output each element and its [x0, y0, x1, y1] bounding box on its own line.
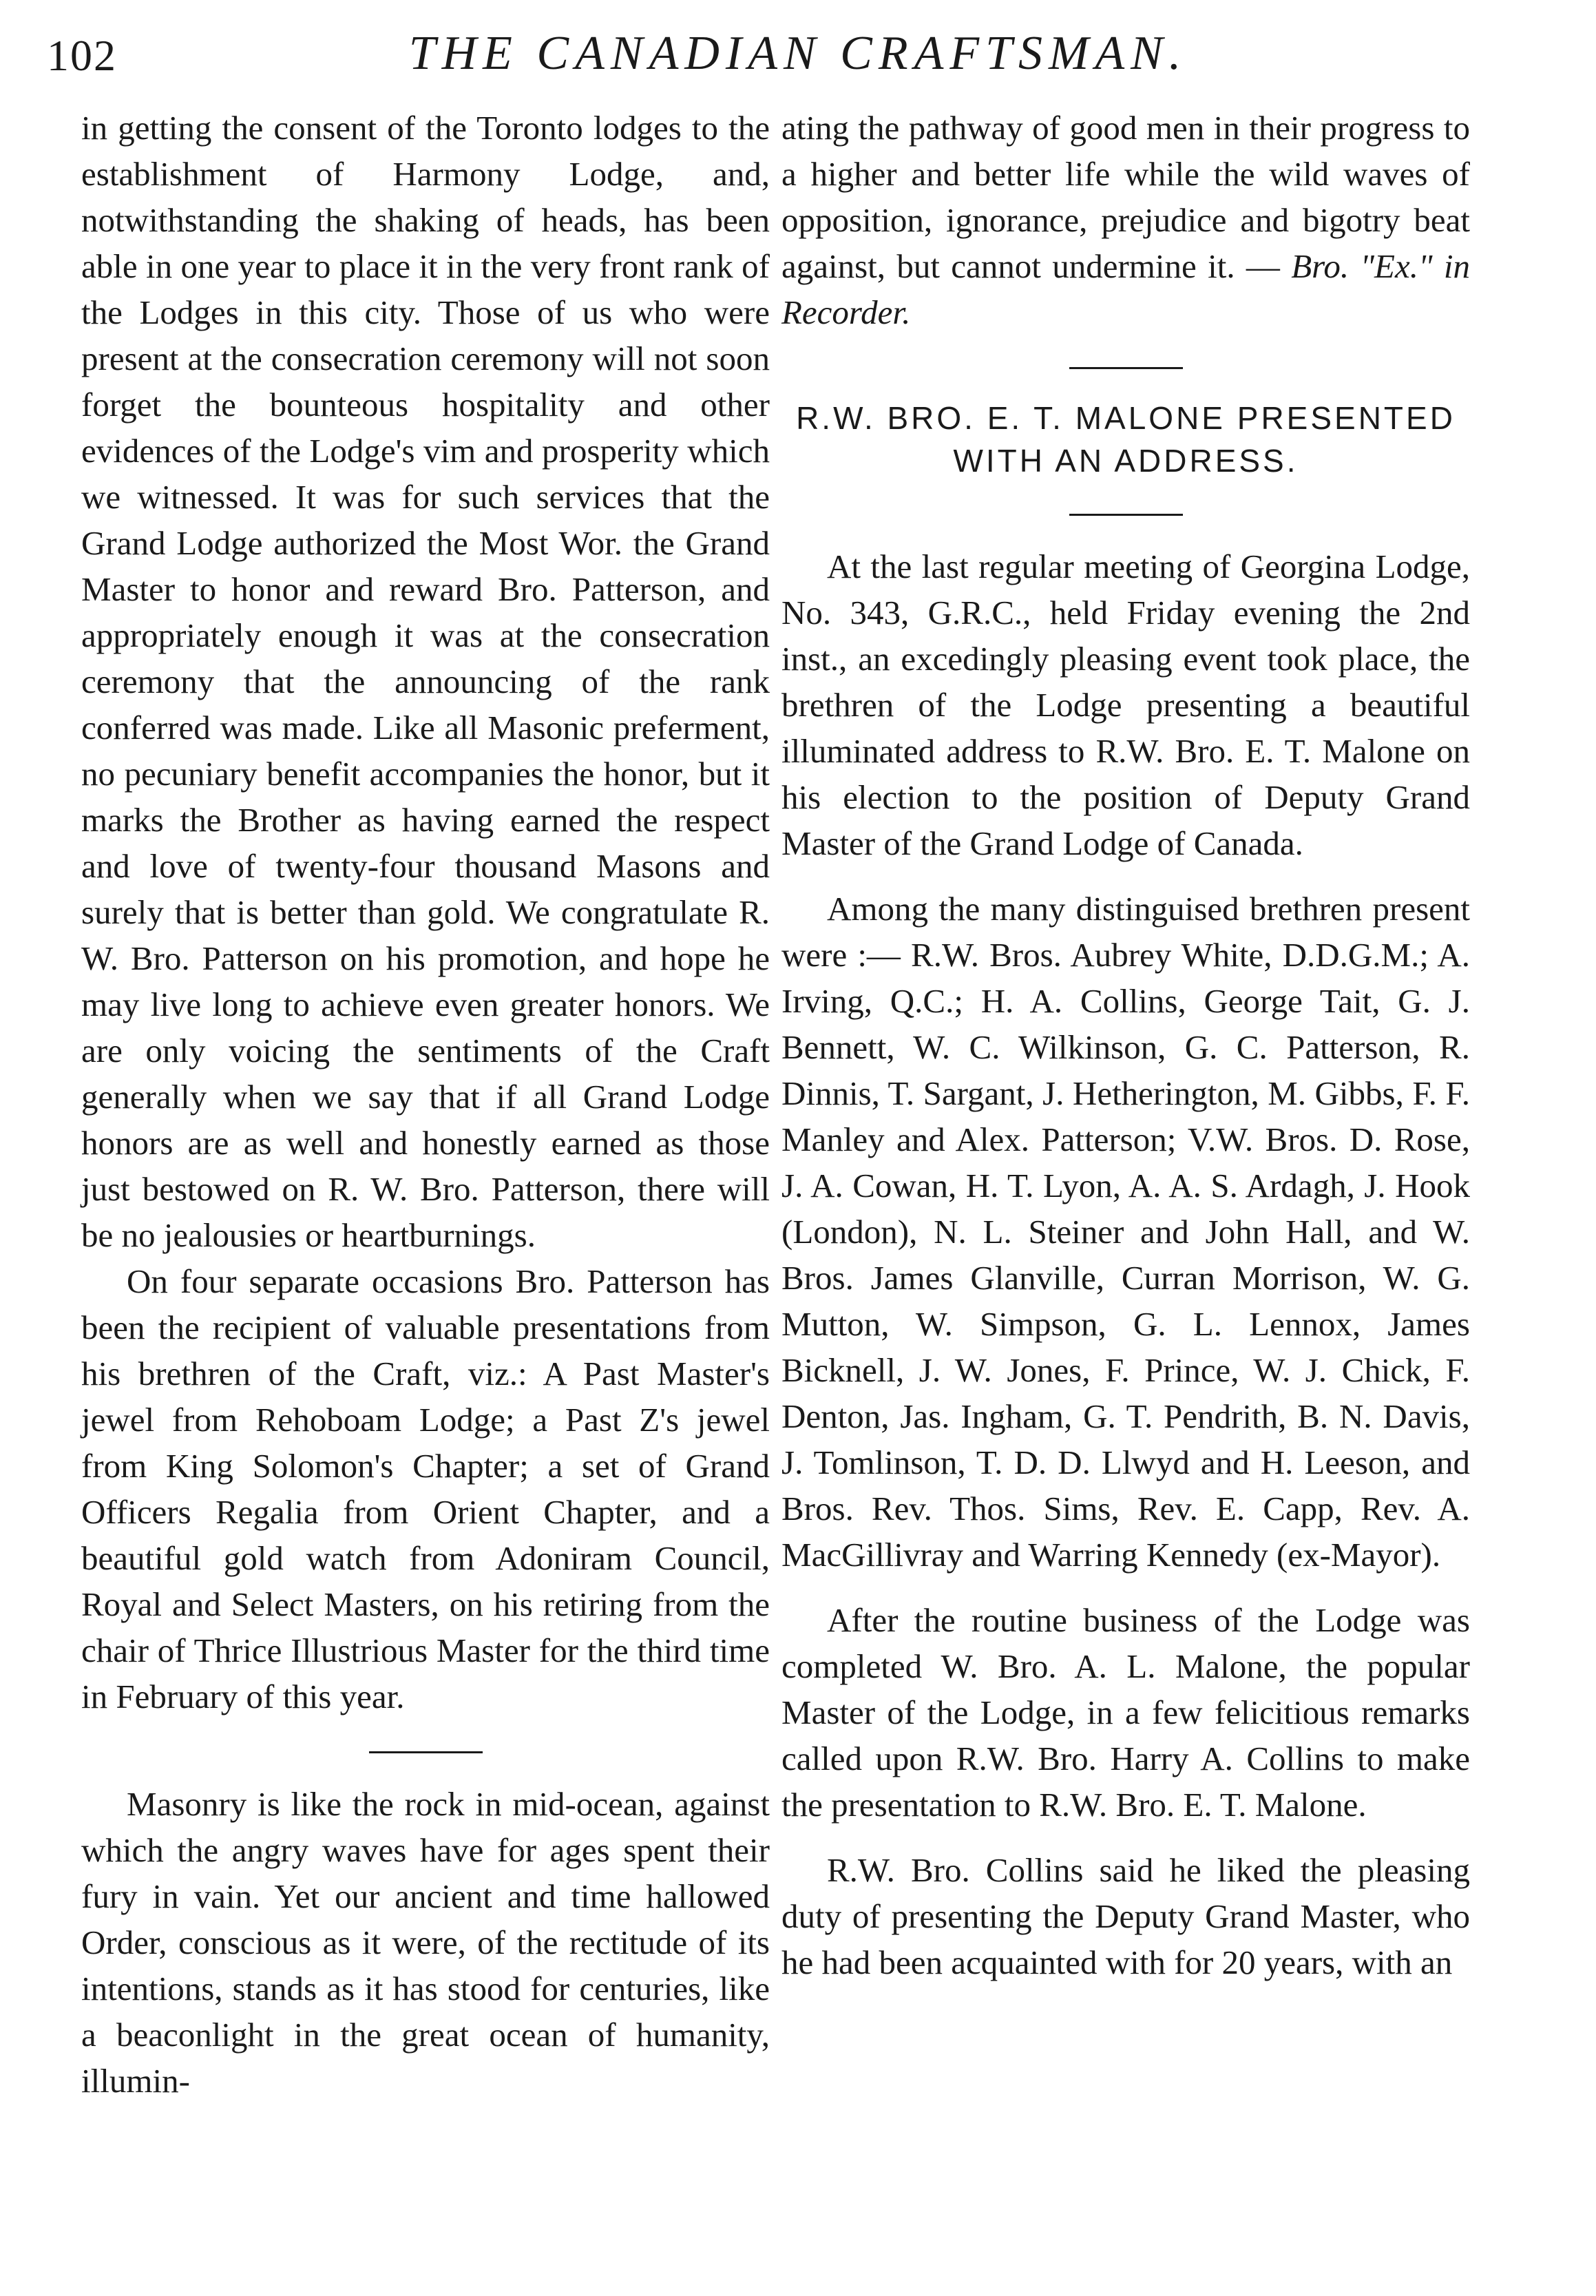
article-paragraph: After the routine business of the Lodge was completed W. Bro. A. L. Malone, the popular Master of the Lodge, in a few felicitious remarks called upon R.W. Bro. Harry A. Collins to make the presentation to R.W. Bro. E. T. Malone.	[781, 1601, 1470, 1824]
left-column	[81, 105, 770, 2104]
paragraph-text: ating the pathway of good men in their progress to a higher and better life while the wild waves of opposition, ignorance, prejudice and bigotry beat against, but cannot undermine it. —	[781, 109, 1470, 285]
running-title: THE CANADIAN CRAFTSMAN.	[408, 27, 1188, 80]
article-paragraph: On four separate occasions Bro. Patterson has been the recipient of valuable presentations from his brethren of the Craft, viz.: A Past Master's jewel from Rehoboam Lodge; a Past Z's jewel from King Solomon's Chapter; a set of Grand Officers Regalia from Orient Chapter, and a beautiful gold watch from Adoniram Council, Royal and Select Masters, on his retiring from the chair of Thrice Illustrious Master for the third time in February of this year.	[81, 1262, 770, 1715]
page-number: 102	[47, 31, 117, 80]
article-paragraph: At the last regular meeting of Georgina Lodge, No. 343, G.R.C., held Friday evening the 2nd inst., an excedingly pleasing event took place, the brethren of the Lodge presenting a beautiful illuminated address to R.W. Bro. E. T. Malone on his election to the position of Deputy Grand Master of the Grand Lodge of Canada.	[781, 547, 1470, 862]
article-paragraph	[781, 105, 1470, 335]
running-header	[41, 19, 1555, 95]
section-divider	[1069, 367, 1183, 369]
article-heading: R.W. BRO. E. T. MALONE PRESENTED WITH AN ADDRESS.	[796, 400, 1456, 479]
article-paragraph: Among the many distinguised brethren present were :— R.W. Bros. Aubrey White, D.D.G.M.; A. Irving, Q.C.; H. A. Collins, George Tait, G. J. Bennett, W. C. Wilkinson, G. C. Patterson, R. Dinnis, T. Sargant, J. Hetherington, M. Gibbs, F. F. Manley and Alex. Patterson; V.W. Bros. D. Rose, J. A. Cowan, H. T. Lyon, A. A. S. Ardagh, J. Hook (London), N. L. Steiner and John Hall, and W. Bros. James Glanville, Curran Morrison, W. G. Mutton, W. Simpson, G. L. Lennox, James Bicknell, J. W. Jones, F. Prince, W. J. Chick, F. Denton, Jas. Ingham, G. T. Pendrith, B. N. Davis, J. Tomlinson, T. D. D. Llwyd and H. Leeson, and Bros. Rev. Thos. Sims, Rev. E. Capp, Rev. A. MacGillivray and Warring Kennedy (ex-Mayor).	[781, 890, 1470, 1574]
source-credit: Bro. "Ex." in Recorder.	[781, 247, 1470, 331]
article-paragraph: in getting the consent of the Toronto lodges to the establishment of Harmony Lodge, and, notwithstanding the shaking of heads, has been able in one year to place it in the very front rank of the Lodges in this city. Those of us who were present at the consecration ceremony will not soon forget the bounteous hospitality and other evidences of the Lodge's vim and prosperity which we witnessed. It was for such services that the Grand Lodge authorized the Most Wor. the Grand Master to honor and reward Bro. Patterson, and appropriately enough it was at the consecration ceremony that the announcing of the rank conferred was made. Like all Masonic preferment, no pecuniary benefit accompanies the honor, but it marks the Brother as having earned the respect and love of twenty-four thousand Masons and surely that is better than gold. We congratulate R. W. Bro. Patterson on his promotion, and hope he may live long to achieve even greater honors. We are only voicing the sentiments of the Craft generally when we say that if all Grand Lodge honors are as well and honestly earned as those just bestowed on R. W. Bro. Patterson, there will be no jealousies or heartburnings.	[81, 109, 770, 1254]
article-paragraph: Masonry is like the rock in mid-ocean, against which the angry waves have for ages spent their fury in vain. Yet our ancient and time hallowed Order, conscious as it were, of the rectitude of its intentions, stands as it has stood for centuries, like a beaconlight in the great ocean of humanity, illumin-	[81, 1785, 770, 2100]
right-column	[781, 105, 1470, 1985]
section-divider	[369, 1751, 483, 1753]
article-paragraph: R.W. Bro. Collins said he liked the pleasing duty of presenting the Deputy Grand Master, who he had been acquainted with for 20 years, with an	[781, 1851, 1470, 1981]
section-divider	[1069, 514, 1183, 516]
